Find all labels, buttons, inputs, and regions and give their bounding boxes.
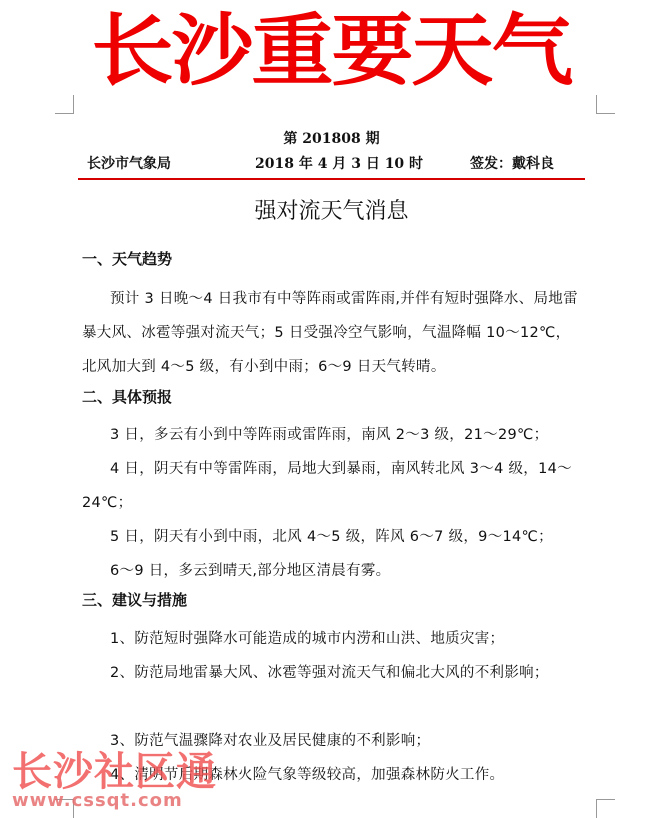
trend-text: 预计 3 日晚～4 日我市有中等阵雨或雷阵雨,并伴有短时强降水、局地雷暴大风、冰雹等强对流天气；5 日受强冷空气影响，气温降幅 10～12℃，北风加大到 4～5 级，有小到中雨；6～9 日天气转晴。 (82, 291, 578, 375)
forecast-day-5-text: 5 日，阴天有小到中雨，北风 4～5 级，阵风 6～7 级，9～14℃； (110, 529, 553, 545)
document-title: 强对流天气消息 (254, 199, 409, 224)
forecast-day-4-text: 4 日，阴天有中等雷阵雨，局地大到暴雨，南风转北风 3～4 级，14～24℃； (82, 461, 572, 511)
advice-item-2 (82, 656, 582, 690)
red-divider (78, 178, 585, 180)
section-heading-trend: 一、天气趋势 (82, 250, 173, 268)
advice-item-1-text: 1、防范短时强降水可能造成的城市内涝和山洪、地质灾害； (110, 631, 505, 647)
bulletin-banner: 长沙重要天气 (91, 6, 572, 97)
forecast-day-3-text: 3 日，多云有小到中等阵雨或雷阵雨，南风 2～3 级，21～29℃； (110, 427, 549, 443)
trend-paragraph (82, 282, 582, 384)
watermark-url: www.cssqt.com (12, 790, 183, 811)
issuing-agency: 长沙市气象局 (87, 156, 171, 172)
advice-item-2-text: 2、防范局地雷暴大风、冰雹等强对流天气和偏北大风的不利影响； (110, 665, 549, 681)
forecast-day-4 (82, 452, 582, 520)
crop-mark-bottom-right (596, 799, 615, 818)
forecast-day-3 (82, 418, 582, 452)
forecast-day-5 (82, 520, 582, 554)
advice-item-3-text: 3、防范气温骤降对农业及居民健康的不利影响； (110, 733, 431, 749)
forecast-day-6-9 (82, 554, 582, 588)
issue-number: 第 201808 期 (283, 131, 380, 147)
watermark-logo: 长沙社区通 (12, 749, 217, 795)
section-heading-forecast: 二、具体预报 (82, 388, 173, 406)
advice-item-1 (82, 622, 582, 656)
issue-date: 2018 年 4 月 3 日 10 时 (255, 156, 424, 172)
section-heading-advice: 三、建议与措施 (82, 591, 188, 609)
advice-item-4-text: 4、清明节后期森林火险气象等级较高，加强森林防火工作。 (110, 767, 505, 783)
forecast-day-6-9-text: 6～9 日，多云到晴天,部分地区清晨有雾。 (110, 563, 391, 579)
signer: 签发：戴科良 (470, 156, 554, 172)
